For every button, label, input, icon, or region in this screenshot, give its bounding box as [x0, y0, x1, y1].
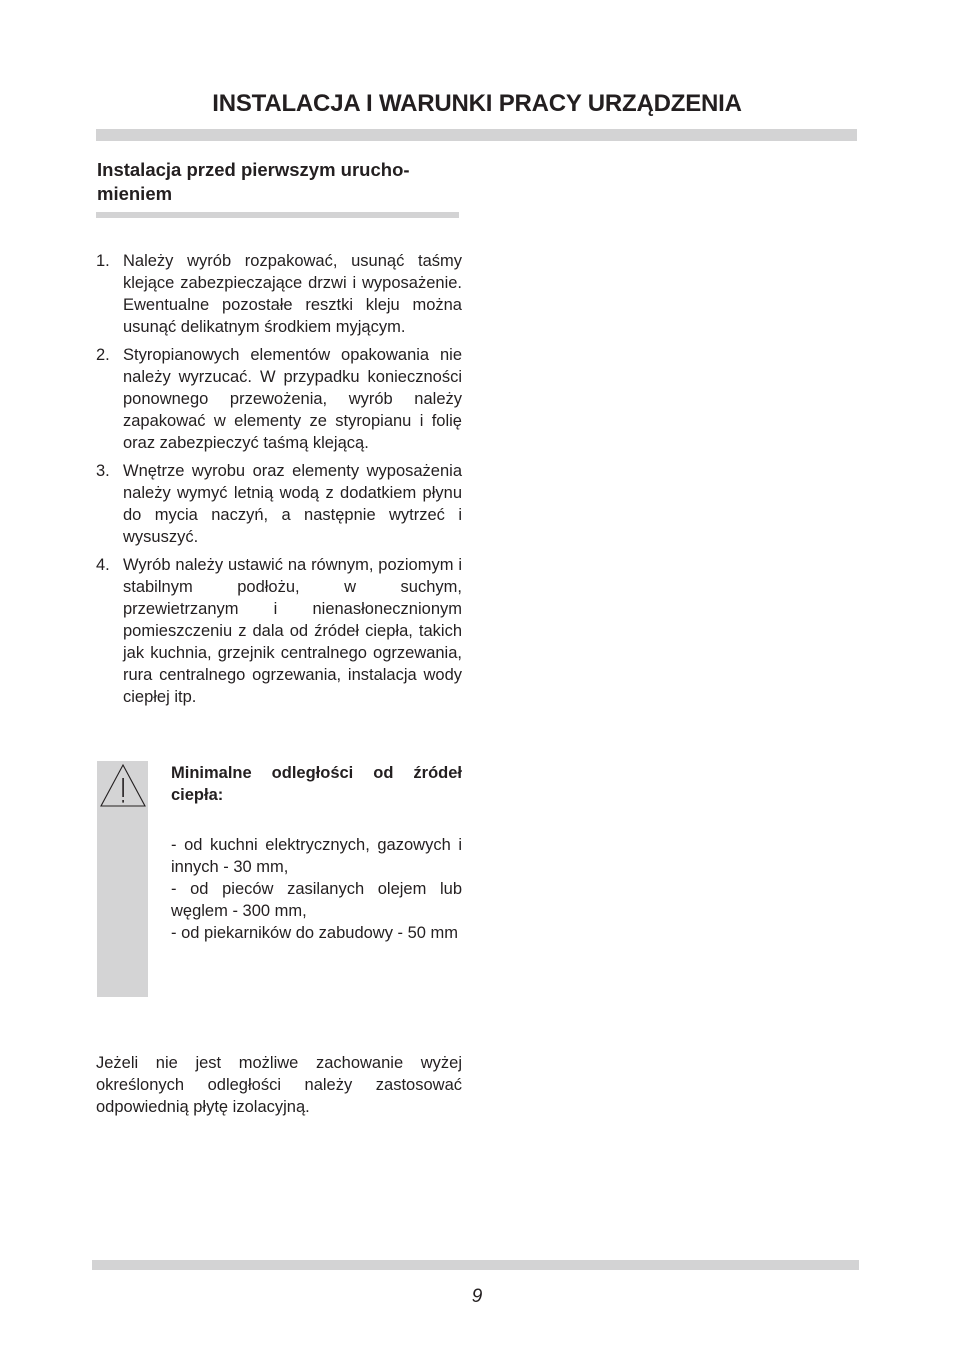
- closing-paragraph: Jeżeli nie jest możliwe zachowanie wyżej określonych odległości należy zastosować odpowiednią płytę izolacyjną.: [96, 1054, 462, 1116]
- distance-item: - od pieców zasilanych olejem lub węglem - 300 mm,: [171, 880, 462, 920]
- warning-triangle-icon: [99, 762, 147, 808]
- step-text: Wnętrze wyrobu oraz elementy wyposażenia należy wymyć letnią wodą z dodatkiem płynu do mycia naczyń, a następnie wytrzeć i wysuszyć.: [123, 462, 462, 546]
- distance-item: - od kuchni elektrycznych, gazowych i innych - 30 mm,: [171, 836, 462, 876]
- step-text: Styropianowych elementów opakowania nie należy wyrzucać. W przypadku konieczności ponownego przewożenia, wyrób należy zapakować w elementy ze styropianu i folię oraz zabezpieczyć taśmą klejącą.: [123, 346, 462, 452]
- step-item: [96, 250, 462, 338]
- step-number: 3.: [96, 462, 110, 480]
- section-heading-line-2: mieniem: [97, 183, 173, 204]
- step-text: Wyrób należy ustawić na równym, poziomym i stabilnym podłożu, w suchym, przewietrzanym i nienasłonecznionym pomieszczeniu z dala od źródeł ciepła, takich jak kuchnia, grzejnik centralnego ogrzewania, rura centralnego ogrzewania, instalacja wody ciepłej itp.: [123, 556, 462, 706]
- installation-steps: [96, 250, 462, 714]
- step-number: 1.: [96, 252, 110, 270]
- distance-item: - od piekarników do zabudowy - 50 mm: [171, 924, 459, 942]
- section-heading-line-1: Instalacja przed pierwszym urucho-: [97, 159, 410, 180]
- step-item: [96, 460, 462, 548]
- step-item: [96, 344, 462, 454]
- step-item: [96, 554, 462, 708]
- warning-title: Minimalne odległości od źródeł ciepła:: [171, 764, 462, 804]
- step-number: 2.: [96, 346, 110, 364]
- section-heading: [97, 158, 462, 206]
- distance-list: [171, 834, 462, 944]
- warning-sidebar: [97, 761, 148, 997]
- footer-divider: [92, 1260, 859, 1270]
- page-number: 9: [471, 1286, 483, 1307]
- step-text: Należy wyrób rozpakować, usunąć taśmy klejące zabezpieczające drzwi i wyposażenie. Ewentualne pozostałe resztki kleju można usunąć delikatnym środkiem myjącym.: [123, 252, 462, 336]
- step-number: 4.: [96, 556, 110, 574]
- title-divider: [96, 129, 857, 141]
- page-title: INSTALACJA I WARUNKI PRACY URZĄDZENIA: [212, 90, 742, 117]
- section-divider: [96, 212, 459, 218]
